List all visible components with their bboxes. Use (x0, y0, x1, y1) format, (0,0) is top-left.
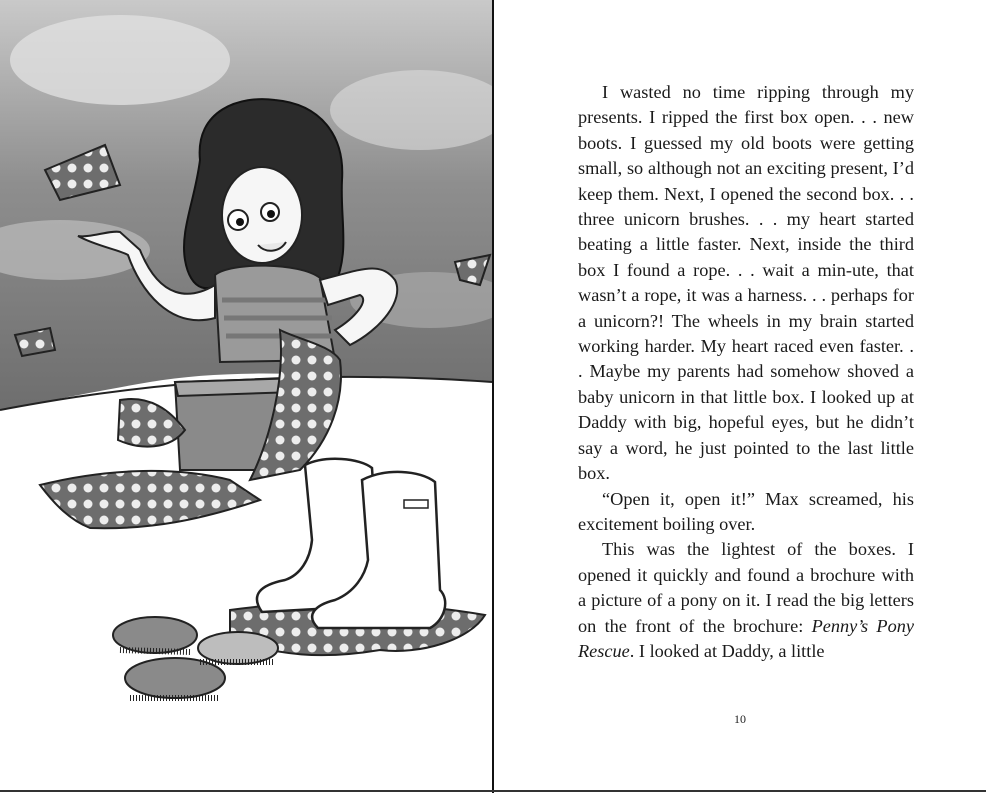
paragraph-2: “Open it, open it!” Max screamed, his excitement boiling over. (578, 488, 914, 534)
girl-opening-presents-illustration (0, 0, 492, 790)
paragraph-1: I wasted no time ripping through my presents. I ripped the first box open. . . new boots. I guessed my old boots were getting small, so although not an exciting present, I’d keep them. Next, I opened the second box. . . three unicorn brushes. . . my heart started beating a little faster. Next, inside the third box I found a rope. . . wait a min-ute, that wasn’t a rope, it was a harness. . . perhaps for a unicorn?! The wheels in my brain started working harder. My heart raced even faster. . . Maybe my parents had somehow shoved a baby unicorn in that little box. I looked up at Daddy with big, hopeful eyes, but he didn’t say a word, he just pointed to the last little box. (578, 82, 914, 484)
brochure-title: Penny’s Pony Rescue (578, 615, 914, 661)
bottom-rule (0, 790, 986, 792)
page-number: 10 (734, 712, 746, 726)
illustration-page (0, 0, 492, 790)
story-text (578, 80, 914, 664)
paragraph-3-end: . I looked at Daddy, a little (629, 640, 825, 661)
text-page (494, 0, 986, 790)
paragraph-3 (578, 537, 914, 664)
paragraph-3-text: This was the lightest of the boxes. I opened it quickly and found a brochure with a picture of a pony on it. I read the big letters on the front of the brochure: (578, 539, 914, 636)
